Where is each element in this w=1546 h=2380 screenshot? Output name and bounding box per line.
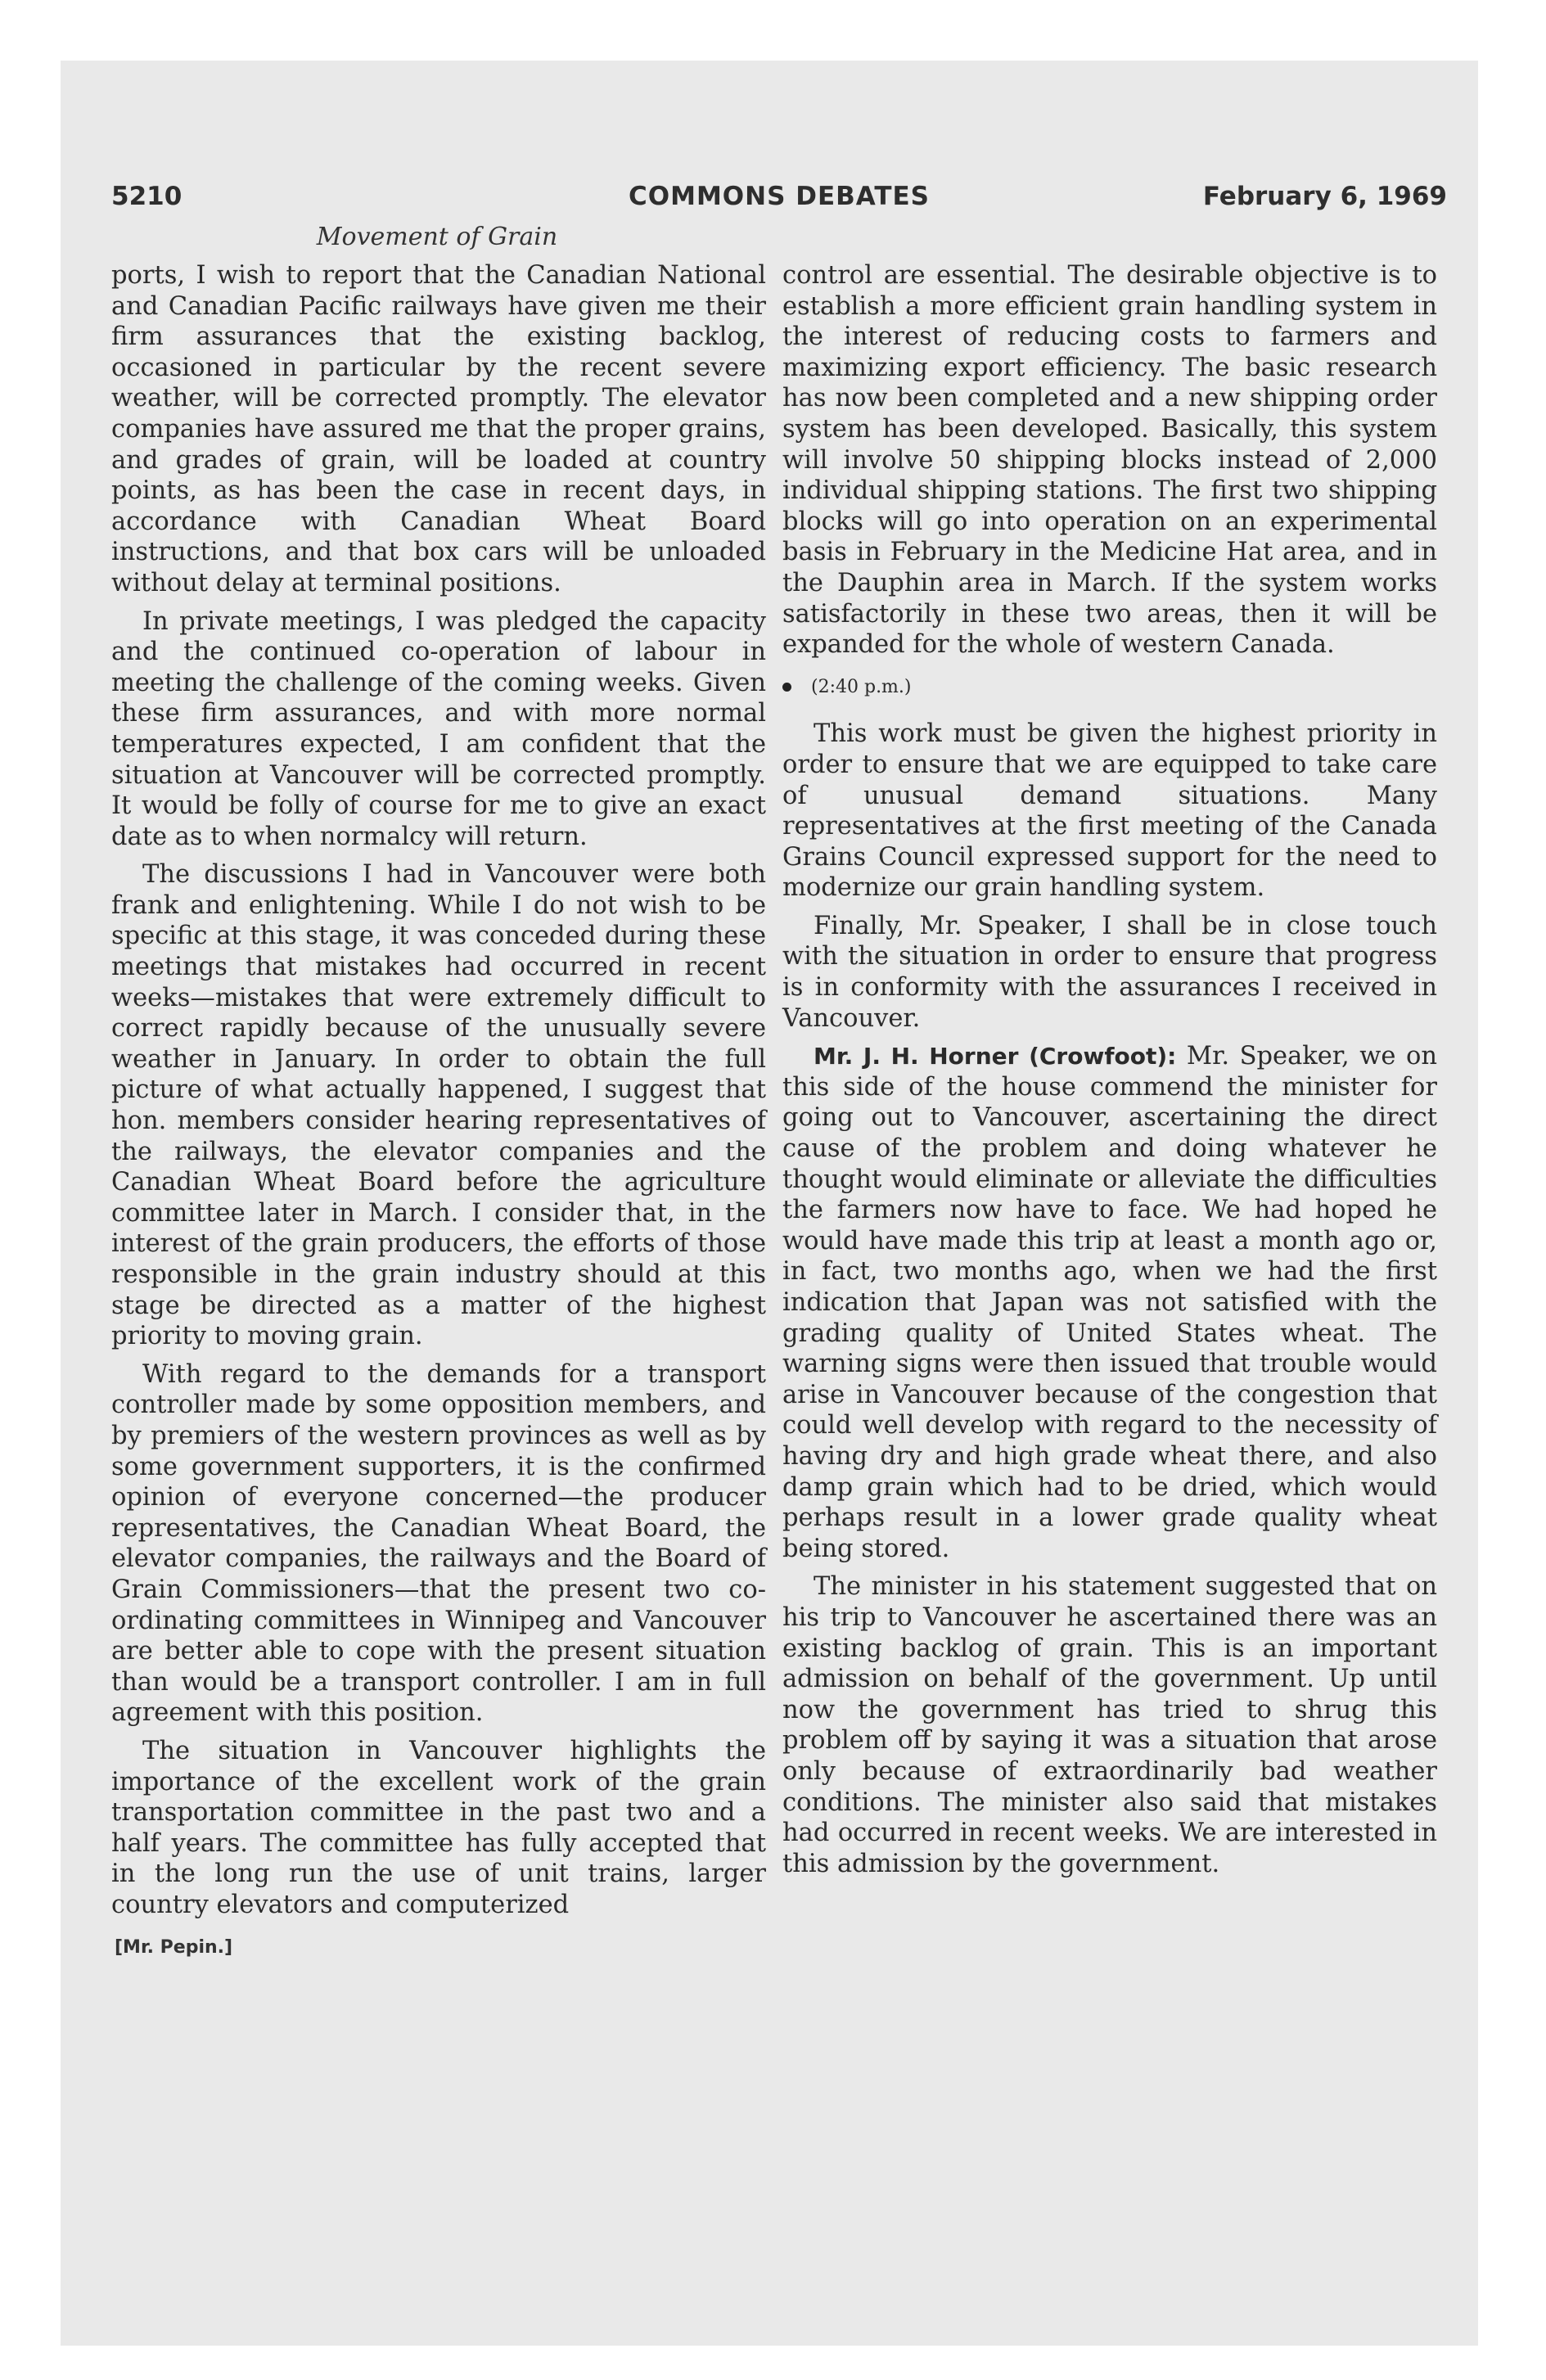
timestamp: (2:40 p.m.) bbox=[811, 676, 912, 697]
subject-heading: Movement of Grain bbox=[316, 223, 558, 251]
left-column bbox=[111, 260, 766, 1927]
page-header bbox=[111, 182, 1447, 223]
speaker-text: Mr. Speaker, we on this side of the house commend the minister for going out to Vancouver, ascertaining the direct cause of the problem and doing whatever he thought would eliminate or alleviate the difficulties the farmers now have to face. We had hoped he would have made this trip at least a month ago or, in fact, two months ago, when we had the first indication that Japan was not satisfied with the grading quality of United States wheat. The warning signs were then issued that trouble would arise in Vancouver because of the congestion that could well develop with regard to the necessity of having dry and high grade wheat there, and also damp grain which had to be dried, which would perhaps result in a lower grade quality wheat being stored. bbox=[782, 1042, 1437, 1563]
paragraph: control are essential. The desirable objective is to establish a more efficient grain handling system in the interest of reducing costs to farmers and maximizing export efficiency. The basic research has now been completed and a new shipping order system has been developed. Basically, this system will involve 50 shipping blocks instead of 2,000 individual shipping stations. The first two shipping blocks will go into operation on an experimental basis in February in the Medicine Hat area, and in the Dauphin area in March. If the system works satisfactorily in these two areas, then it will be expanded for the whole of western Canada. bbox=[782, 261, 1437, 660]
speaker-attribution: [Mr. Pepin.] bbox=[115, 1937, 233, 1958]
paragraph: ports, I wish to report that the Canadian National and Canadian Pacific railways have given me their firm assurances that the existing backlog, occasioned in particular by the recent severe weather, will be corrected promptly. The elevator companies have assured me that the proper grains, and grades of grain, will be loaded at country points, as has been the case in recent days, in accordance with Canadian Wheat Board instructions, and that box cars will be unloaded without delay at terminal positions. bbox=[111, 261, 766, 597]
paragraph: The situation in Vancouver highlights the importance of the excellent work of the grain transportation committee in the past two and a half years. The committee has fully accepted that in the long run the use of unit trains, larger country elevators and computerized bbox=[111, 1736, 766, 1919]
paragraph: The minister in his statement suggested that on his trip to Vancouver he ascertained there was an existing backlog of grain. This is an important admission on behalf of the government. Up until now the government has tried to shrug this problem off by saying it was a situation that arose only because of extraordinarily bad weather conditions. The minister also said that mistakes had occurred in recent weeks. We are interested in this admission by the government. bbox=[782, 1572, 1437, 1878]
paragraph: In private meetings, I was pledged the capacity and the continued co-operation of labour in meeting the challenge of the coming weeks. Given these firm assurances, and with more normal temperatures expected, I am confident that the situation at Vancouver will be corrected promptly. It would be folly of course for me to give an exact date as to when normalcy will return. bbox=[111, 606, 766, 851]
publication-title: COMMONS DEBATES bbox=[629, 182, 930, 211]
page-number: 5210 bbox=[111, 182, 183, 211]
paragraph: This work must be given the highest priority in order to ensure that we are equipped to take care of unusual demand situations. Many representatives at the first meeting of the Canada Grains Council expressed support for the need to modernize our grain handling system. bbox=[782, 719, 1437, 903]
bullet-icon bbox=[782, 683, 791, 692]
paragraph: With regard to the demands for a transport controller made by some opposition members, and by premiers of the western provinces as well as by some government supporters, it is the confirmed opinion of everyone concerned—the producer representatives, the Canadian Wheat Board, the elevator companies, the railways and the Board of Grain Commissioners—that the present two co-ordinating committees in Winnipeg and Vancouver are better able to cope with the present situation than would be a transport controller. I am in full agreement with this position. bbox=[111, 1359, 766, 1728]
paragraph: Finally, Mr. Speaker, I shall be in close touch with the situation in order to ensure that progress is in conformity with the assurances I received in Vancouver. bbox=[782, 911, 1437, 1033]
right-column bbox=[782, 260, 1437, 1886]
timestamp-marker bbox=[782, 672, 1437, 703]
speaker-name: Mr. J. H. Horner (Crowfoot): bbox=[814, 1043, 1177, 1071]
page-date: February 6, 1969 bbox=[1202, 182, 1447, 211]
speaker-paragraph bbox=[782, 1041, 1437, 1564]
paragraph: The discussions I had in Vancouver were both frank and enlightening. While I do not wish to be specific at this stage, it was conceded during these meetings that mistakes had occurred in recent weeks—mistakes that were extremely difficult to correct rapidly because of the unusually severe weather in January. In order to obtain the full picture of what actually happened, I suggest that hon. members consider hearing representatives of the railways, the elevator companies and the Canadian Wheat Board before the agriculture committee later in March. I consider that, in the interest of the grain producers, the efforts of those responsible in the grain industry should at this stage be directed as a matter of the highest priority to moving grain. bbox=[111, 860, 766, 1351]
